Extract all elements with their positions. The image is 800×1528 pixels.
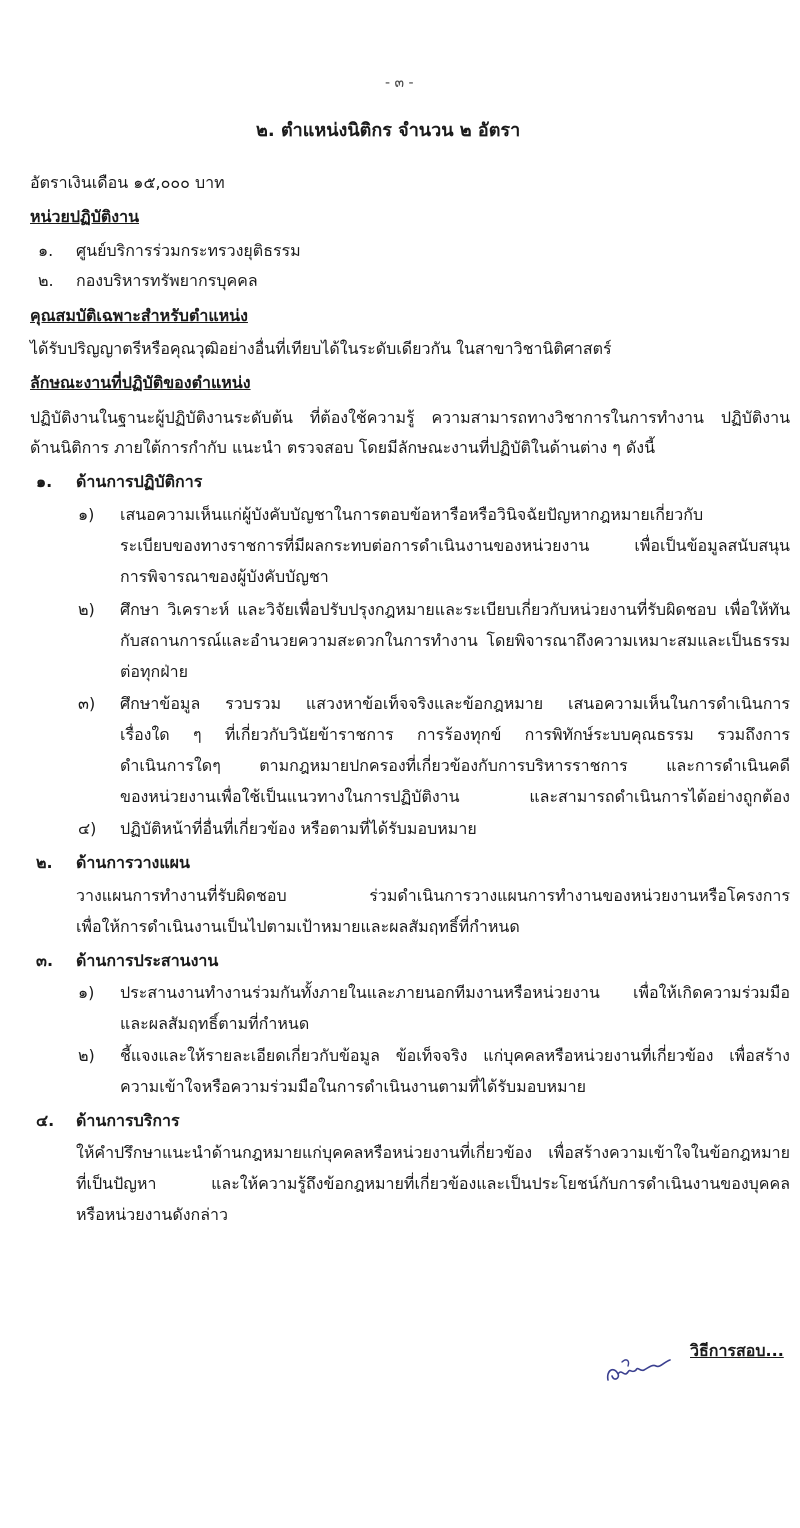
section-title: ด้านการปฏิบัติการ <box>76 472 203 491</box>
item-line: ระเบียบของทางราชการที่มีผลกระทบต่อการดำเนินงานของหน่วยงาน เพื่อเป็นข้อมูลสนับสนุน <box>120 536 790 555</box>
item-number: ๒) <box>78 1046 95 1065</box>
duties-intro-line: ด้านนิติการ ภายใต้การกำกับ แนะนำ ตรวจสอบ โดยมีลักษณะงานที่ปฏิบัติในด้านต่าง ๆ ดังนี้ <box>30 438 656 457</box>
item-line: ดำเนินการใดๆ ตามกฎหมายปกครองที่เกี่ยวข้องกับการบริหารราชการ และการดำเนินคดี <box>120 756 790 775</box>
section-line: เพื่อให้การดำเนินงานเป็นไปตามเป้าหมายและผลสัมฤทธิ์ที่กำหนด <box>76 917 520 936</box>
duties-heading: ลักษณะงานที่ปฏิบัติของตำแหน่ง <box>30 373 251 392</box>
section-title: ด้านการวางแผน <box>76 853 190 872</box>
page-number: - ๓ - <box>385 75 414 91</box>
section-line: หรือหน่วยงานดังกล่าว <box>76 1205 228 1224</box>
units-heading: หน่วยปฏิบัติงาน <box>30 207 140 226</box>
section-title: ด้านการบริการ <box>76 1111 180 1130</box>
item-line: และผลสัมฤทธิ์ตามที่กำหนด <box>120 1014 310 1033</box>
item-line: เรื่องใด ๆ ที่เกี่ยวกับวินัยข้าราชการ การร้องทุกข์ การพิทักษ์ระบบคุณธรรม รวมถึงการ <box>120 725 790 744</box>
qualification-text: ได้รับปริญญาตรีหรือคุณวุฒิอย่างอื่นที่เทียบได้ในระดับเดียวกัน ในสาขาวิชานิติศาสตร์ <box>30 339 612 358</box>
item-line: ศึกษาข้อมูล รวบรวม แสวงหาข้อเท็จจริงและข้อกฎหมาย เสนอความเห็นในการดำเนินการ <box>120 694 790 713</box>
unit-name: ศูนย์บริการร่วมกระทรวงยุติธรรม <box>76 241 301 260</box>
item-line: ศึกษา วิเคราะห์ และวิจัยเพื่อปรับปรุงกฎหมายและระเบียบเกี่ยวกับหน่วยงานที่รับผิดชอบ เพื่อให้ทัน <box>120 600 790 619</box>
salary-line: อัตราเงินเดือน ๑๕,๐๐๐ บาท <box>30 173 225 192</box>
item-number: ๑) <box>78 505 95 524</box>
item-number: ๒) <box>78 600 95 619</box>
item-line: ของหน่วยงานเพื่อใช้เป็นแนวทางในการปฏิบัติงาน และสามารถดำเนินการได้อย่างถูกต้อง <box>120 787 790 806</box>
item-number: ๔) <box>78 819 97 838</box>
item-line: ความเข้าใจหรือความร่วมมือในการดำเนินงานตามที่ได้รับมอบหมาย <box>120 1077 586 1096</box>
position-title: ๒. ตำแหน่งนิติกร จำนวน ๒ อัตรา <box>256 120 521 141</box>
item-line: เสนอความเห็นแก่ผู้บังคับบัญชาในการตอบข้อหารือหรือวินิจฉัยปัญหากฎหมายเกี่ยวกับ <box>120 505 704 524</box>
item-line: กับสถานการณ์และอำนวยความสะดวกในการทำงาน โดยพิจารณาถึงความเหมาะสมและเป็นธรรม <box>120 631 790 650</box>
item-line: ประสานงานทำงานร่วมกันทั้งภายในและภายนอกทีมงานหรือหน่วยงาน เพื่อให้เกิดความร่วมมือ <box>120 983 790 1002</box>
item-line: ชี้แจงและให้รายละเอียดเกี่ยวกับข้อมูล ข้อเท็จจริง แก่บุคคลหรือหน่วยงานที่เกี่ยวข้อง เพื่อสร้าง <box>120 1046 790 1065</box>
item-number: ๓) <box>78 694 96 713</box>
unit-name: กองบริหารทรัพยากรบุคคล <box>76 271 258 290</box>
signature-mark <box>600 1340 680 1390</box>
item-line: การพิจารณาของผู้บังคับบัญชา <box>120 567 329 586</box>
qualification-heading: คุณสมบัติเฉพาะสำหรับตำแหน่ง <box>30 306 248 325</box>
item-line: ต่อทุกฝ่าย <box>120 662 188 681</box>
item-number: ๑) <box>78 983 95 1002</box>
duties-intro-line: ปฏิบัติงานในฐานะผู้ปฏิบัติงานระดับต้น ที่ต้องใช้ความรู้ ความสามารถทางวิชาการในการทำงาน ปฏิบัติงาน <box>30 408 790 427</box>
unit-number: ๑. <box>38 241 54 260</box>
section-number: ๔. <box>36 1111 55 1130</box>
section-line: ที่เป็นปัญหา และให้ความรู้ถึงข้อกฎหมายที่เกี่ยวข้องและเป็นประโยชน์กับการดำเนินงานของบุคคล <box>76 1174 790 1193</box>
section-number: ๒. <box>36 853 53 872</box>
item-line: ปฏิบัติหน้าที่อื่นที่เกี่ยวข้อง หรือตามที่ได้รับมอบหมาย <box>120 819 477 838</box>
section-line: ให้คำปรึกษาแนะนำด้านกฎหมายแก่บุคคลหรือหน่วยงานที่เกี่ยวข้อง เพื่อสร้างความเข้าใจในข้อกฎหมาย <box>76 1143 790 1162</box>
section-title: ด้านการประสานงาน <box>76 951 219 970</box>
section-number: ๓. <box>36 951 54 970</box>
section-line: วางแผนการทำงานที่รับผิดชอบ ร่วมดำเนินการวางแผนการทำงานของหน่วยงานหรือโครงการ <box>76 886 790 905</box>
next-page-link: วิธีการสอบ... <box>690 1341 784 1360</box>
unit-number: ๒. <box>38 271 54 290</box>
section-number: ๑. <box>36 472 53 491</box>
